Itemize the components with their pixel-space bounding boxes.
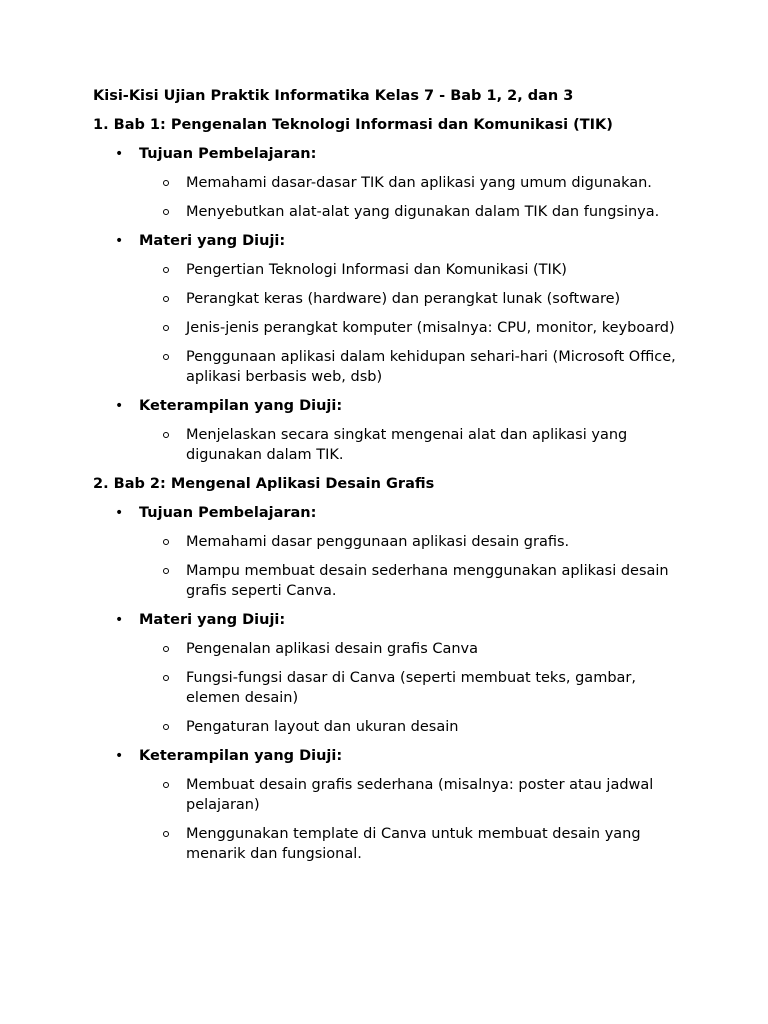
list-item [93, 639, 686, 659]
chapter-heading: 1. Bab 1: Pengenalan Teknologi Informasi dan Komunikasi (TIK) [93, 117, 613, 133]
circle-bullet-icon [163, 724, 169, 730]
list-item [93, 775, 686, 815]
list-item-text: Fungsi-fungsi dasar di Canva (seperti membuat teks, gambar, elemen desain) [186, 670, 636, 706]
section-materi [93, 610, 693, 630]
list-item [93, 425, 686, 465]
section-tujuan [93, 144, 693, 164]
list-item [93, 717, 686, 737]
circle-bullet-icon [163, 432, 169, 438]
bullet-icon: • [115, 505, 124, 521]
bullet-icon: • [115, 398, 124, 414]
circle-bullet-icon [163, 325, 169, 331]
section-keterampilan [93, 396, 693, 416]
list-item-text: Memahami dasar penggunaan aplikasi desain grafis. [186, 534, 570, 550]
circle-bullet-icon [163, 296, 169, 302]
chapter-heading: 2. Bab 2: Mengenal Aplikasi Desain Grafis [93, 476, 435, 492]
circle-bullet-icon [163, 568, 169, 574]
section-keterampilan [93, 746, 693, 766]
circle-bullet-icon [163, 782, 169, 788]
list-item-text: Memahami dasar-dasar TIK dan aplikasi yang umum digunakan. [186, 175, 652, 191]
section-label: Materi yang Diuji: [139, 233, 286, 249]
bullet-icon: • [115, 748, 124, 764]
list-item [93, 561, 686, 601]
list-item [93, 260, 686, 280]
list-item [93, 173, 686, 193]
section-label: Keterampilan yang Diuji: [139, 748, 343, 764]
circle-bullet-icon [163, 831, 169, 837]
circle-bullet-icon [163, 354, 169, 360]
section-materi [93, 231, 693, 251]
list-item [93, 289, 686, 309]
circle-bullet-icon [163, 209, 169, 215]
section-label: Tujuan Pembelajaran: [139, 505, 317, 521]
bullet-icon: • [115, 146, 124, 162]
list-item-text: Pengertian Teknologi Informasi dan Komunikasi (TIK) [186, 262, 567, 278]
document-page [93, 86, 693, 864]
list-item [93, 347, 686, 387]
bullet-icon: • [115, 612, 124, 628]
list-item [93, 668, 686, 708]
list-item-text: Pengaturan layout dan ukuran desain [186, 719, 459, 735]
list-item-text: Penggunaan aplikasi dalam kehidupan sehari-hari (Microsoft Office, aplikasi berbasis web, dsb) [186, 349, 676, 385]
list-item-text: Membuat desain grafis sederhana (misalnya: poster atau jadwal pelajaran) [186, 777, 654, 813]
circle-bullet-icon [163, 646, 169, 652]
document-title: Kisi-Kisi Ujian Praktik Informatika Kelas 7 - Bab 1, 2, dan 3 [93, 88, 574, 104]
list-item-text: Mampu membuat desain sederhana menggunakan aplikasi desain grafis seperti Canva. [186, 563, 669, 599]
list-item [93, 318, 686, 338]
list-item [93, 824, 686, 864]
bullet-icon: • [115, 233, 124, 249]
list-item-text: Menyebutkan alat-alat yang digunakan dalam TIK dan fungsinya. [186, 204, 660, 220]
circle-bullet-icon [163, 267, 169, 273]
circle-bullet-icon [163, 180, 169, 186]
section-label: Keterampilan yang Diuji: [139, 398, 343, 414]
list-item-text: Jenis-jenis perangkat komputer (misalnya: CPU, monitor, keyboard) [186, 320, 675, 336]
section-tujuan [93, 503, 693, 523]
list-item-text: Perangkat keras (hardware) dan perangkat lunak (software) [186, 291, 621, 307]
list-item [93, 532, 686, 552]
list-item-text: Pengenalan aplikasi desain grafis Canva [186, 641, 479, 657]
section-label: Tujuan Pembelajaran: [139, 146, 317, 162]
list-item-text: Menggunakan template di Canva untuk membuat desain yang menarik dan fungsional. [186, 826, 641, 862]
circle-bullet-icon [163, 539, 169, 545]
list-item-text: Menjelaskan secara singkat mengenai alat dan aplikasi yang digunakan dalam TIK. [186, 427, 628, 463]
list-item [93, 202, 686, 222]
section-label: Materi yang Diuji: [139, 612, 286, 628]
circle-bullet-icon [163, 675, 169, 681]
